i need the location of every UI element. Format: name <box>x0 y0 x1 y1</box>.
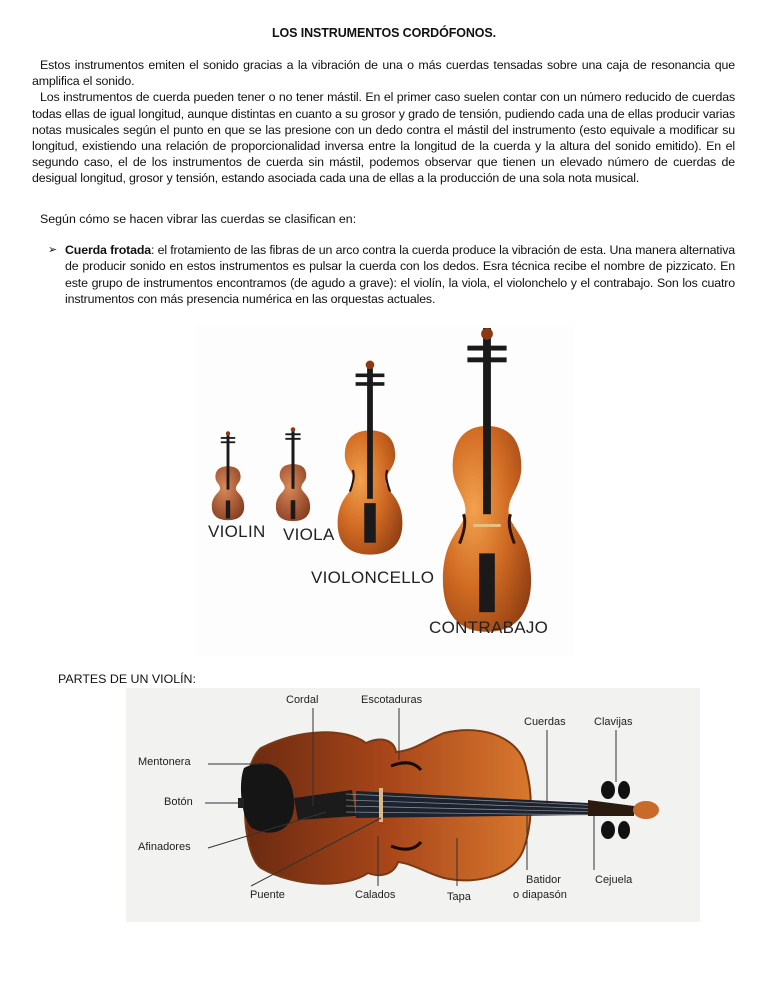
label-violin: VIOLIN <box>208 522 266 541</box>
bullet-cuerda-frotada <box>48 242 735 308</box>
parts-heading: PARTES DE UN VIOLÍN: <box>58 672 196 686</box>
paragraph-1: Estos instrumentos emiten el sonido gracias a la vibración de una o más cuerdas tensadas sobre una caja de resonancia que amplifica el sonido. <box>32 58 735 89</box>
cello-icon <box>338 361 403 555</box>
label-cordal: Cordal <box>286 694 319 706</box>
intro-paragraphs <box>32 57 735 187</box>
label-puente: Puente <box>250 889 285 901</box>
label-cejuela: Cejuela <box>595 874 633 886</box>
label-afinadores: Afinadores <box>138 841 191 853</box>
label-contrabajo: CONTRABAJO <box>429 618 549 637</box>
label-diapason: o diapasón <box>513 889 567 901</box>
viola-icon <box>276 427 310 521</box>
arrow-bullet-icon: ➢ <box>48 244 58 256</box>
violin-icon <box>212 431 244 520</box>
string-family-image <box>196 326 574 656</box>
paragraph-2: Los instrumentos de cuerda pueden tener o no tener mástil. En el primer caso suelen contar con un número reducido de cuerdas todas ellas de igual longitud, aunque distintas en cuanto a su grosor y grado de tensión, pudiendo cada una de ellas producir varias notas musicales según el punto en que se las presione con un dedo contra el mástil del instrumento (esto equivale a modificar su longitud, existiendo una relación de proporcionalidad inversa entre la longitud de la cuerda y la altura del sonido emitido). En el segundo caso, el de los instrumentos de cuerda sin mástil, podemos observar que tienen un elevado número de cuerdas de desigual longitud, grosor y tensión, estando asociada cada una de ellas a la producción de una sola nota musical. <box>32 90 735 186</box>
label-cuerdas: Cuerdas <box>524 716 566 728</box>
bullet-term: Cuerda frotada <box>65 243 152 257</box>
label-clavijas: Clavijas <box>594 716 633 728</box>
contrabass-icon <box>443 328 531 632</box>
bullet-body <box>65 242 735 308</box>
label-calados: Calados <box>355 889 396 901</box>
label-tapa: Tapa <box>447 891 471 903</box>
label-escotaduras: Escotaduras <box>361 694 423 706</box>
label-batidor: Batidor <box>526 874 561 886</box>
bullet-text: : el frotamiento de las fibras de un arco contra la cuerda produce la vibración de esta. Una manera alternativa de producir sonido en estos instrumentos es pulsar la cuerda con los dedos. Esra técnica recibe el nombre de pizzicato. En este grupo de instrumentos encontramos (de agudo a grave): el violín, la viola, el violonchelo y el contrabajo. Son los cuatro instrumentos con más presencia numérica en las orquestas actuales. <box>65 243 735 307</box>
violin-parts-diagram <box>126 688 700 922</box>
label-violoncello: VIOLONCELLO <box>311 568 435 587</box>
label-viola: VIOLA <box>283 525 335 544</box>
label-mentonera: Mentonera <box>138 756 191 768</box>
classification-intro: Según cómo se hacen vibrar las cuerdas se clasifican en: <box>40 212 357 226</box>
document-title: LOS INSTRUMENTOS CORDÓFONOS. <box>271 26 497 40</box>
label-boton: Botón <box>164 796 193 808</box>
string-instruments-illustration <box>196 326 574 656</box>
